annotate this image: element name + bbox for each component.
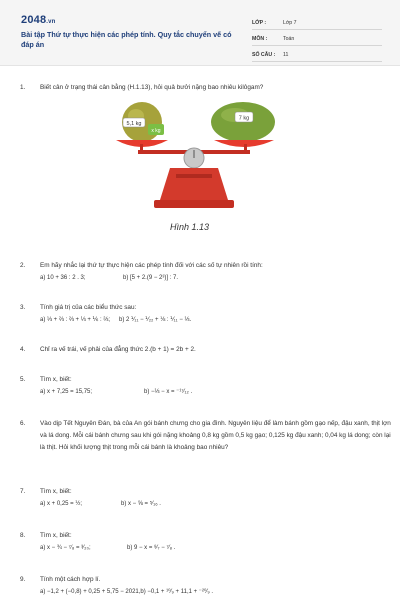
question-text: Vào dịp Tết Nguyên Đán, bà của An gói bánh chưng cho gia đình. Nguyên liệu để làm bánh gồm gạo nếp, đậu xanh, thịt lợn và lá dong. Mỗi cái bánh chưng sau khi gói nặng khoảng 0,8 kg gồm 0,5 kg gạo; 0,125 kg đậu xanh; 0,04 kg lá dong; còn lại là thịt. Hỏi khối lượng thịt trong mỗi cái bánh là khoảng bao nhiêu? bbox=[40, 420, 391, 451]
meta-row-count bbox=[252, 48, 382, 62]
question-text: Tìm x, biết: bbox=[40, 532, 72, 539]
question-text: Tìm x, biết: bbox=[40, 488, 72, 495]
question-text: Tính giá trị của các biểu thức sau: bbox=[40, 304, 137, 311]
figure-caption: Hình 1.13 bbox=[170, 222, 210, 232]
balance-scale-illustration bbox=[110, 92, 280, 222]
meta-value: Toán bbox=[283, 35, 295, 42]
part-a: a) −1,2 + (−0,8) + 0,25 + 5,75 − 2021,b) −0,1 + ¹⁰⁄₉ + 11,1 + ⁻²⁰⁄₉ . bbox=[40, 589, 214, 595]
part-b: b) 9 − x = ⁸⁄₇ − ⁷⁄₈ . bbox=[127, 545, 176, 551]
part-b: b) −⅓ − x = ⁻¹⁷⁄₁₂ . bbox=[144, 389, 193, 395]
scale-detail bbox=[176, 174, 212, 178]
question-number: 2. bbox=[20, 262, 26, 269]
meta-table bbox=[252, 16, 382, 64]
logo-text: 2048 bbox=[21, 14, 47, 26]
scale-base bbox=[154, 200, 234, 208]
question-text: Tìm x, biết: bbox=[40, 376, 72, 383]
part-b: b) 2 ⅟₁₁ − ⅟₂₂ + ⅛ : ⅟₁₁ − ⅓. bbox=[119, 317, 192, 323]
part-a: a) x + 0,25 = ½; bbox=[40, 501, 83, 507]
question-number: 8. bbox=[20, 532, 26, 539]
part-a: a) ⅓ + ⅔ : ⅔ + ⅓ + ⅙ : ⅔; bbox=[40, 317, 111, 323]
question-number: 4. bbox=[20, 346, 26, 353]
part-b: b) x − ⅝ = ⁵⁄₁₆ . bbox=[121, 501, 161, 507]
part-a: a) x − ¾ − ⁷⁄₈ = ³⁄₂₀; bbox=[40, 545, 91, 551]
left-weight-label: 5,1 kg bbox=[126, 121, 142, 127]
part-a: a) x + 7,25 = 15,75; bbox=[40, 389, 93, 395]
scale-body bbox=[160, 168, 228, 200]
site-logo[interactable] bbox=[21, 14, 56, 26]
small-weight-icon bbox=[148, 124, 164, 135]
question-number: 6. bbox=[20, 420, 26, 427]
part-b: b) [5 + 2.(9 − 2³)] : 7. bbox=[123, 275, 179, 281]
right-weight-label: 7 kg bbox=[238, 115, 250, 122]
part-a: a) 10 + 36 : 2 . 3; bbox=[40, 275, 86, 281]
question-number: 1. bbox=[20, 84, 26, 91]
question-text: Biết cân ở trạng thái cân bằng (H.1.13), hỏi quả bưởi nặng bao nhiêu kilôgam? bbox=[40, 84, 264, 91]
right-arm bbox=[244, 144, 247, 152]
question-number: 3. bbox=[20, 304, 26, 311]
meta-value: 11 bbox=[283, 51, 289, 58]
question-number: 5. bbox=[20, 376, 26, 383]
question-number: 7. bbox=[20, 488, 26, 495]
question-text: Chỉ ra vế trái, vế phải của đẳng thức 2.(b + 1) = 2b + 2. bbox=[40, 346, 196, 353]
question-text: Em hãy nhắc lại thứ tự thực hiện các phép tính đối với các số tự nhiên rồi tính: bbox=[40, 262, 263, 269]
question-text: Tính một cách hợp lí. bbox=[40, 576, 101, 583]
question-number: 9. bbox=[20, 576, 26, 583]
page-header bbox=[0, 0, 400, 66]
meta-row-class bbox=[252, 16, 382, 30]
document-title: Bài tập Thứ tự thực hiện các phép tính. Quy tắc chuyển vế có đáp án bbox=[21, 30, 232, 49]
meta-value: Lớp 7 bbox=[283, 19, 297, 26]
meta-key: SỐ CÂU : bbox=[252, 51, 276, 58]
meta-key: MÔN : bbox=[252, 35, 268, 42]
meta-row-subject bbox=[252, 32, 382, 46]
small-weight-label: x kg bbox=[151, 128, 161, 134]
left-arm bbox=[140, 144, 143, 152]
logo-suffix: .vn bbox=[46, 19, 56, 25]
meta-key: LỚP : bbox=[252, 19, 267, 26]
